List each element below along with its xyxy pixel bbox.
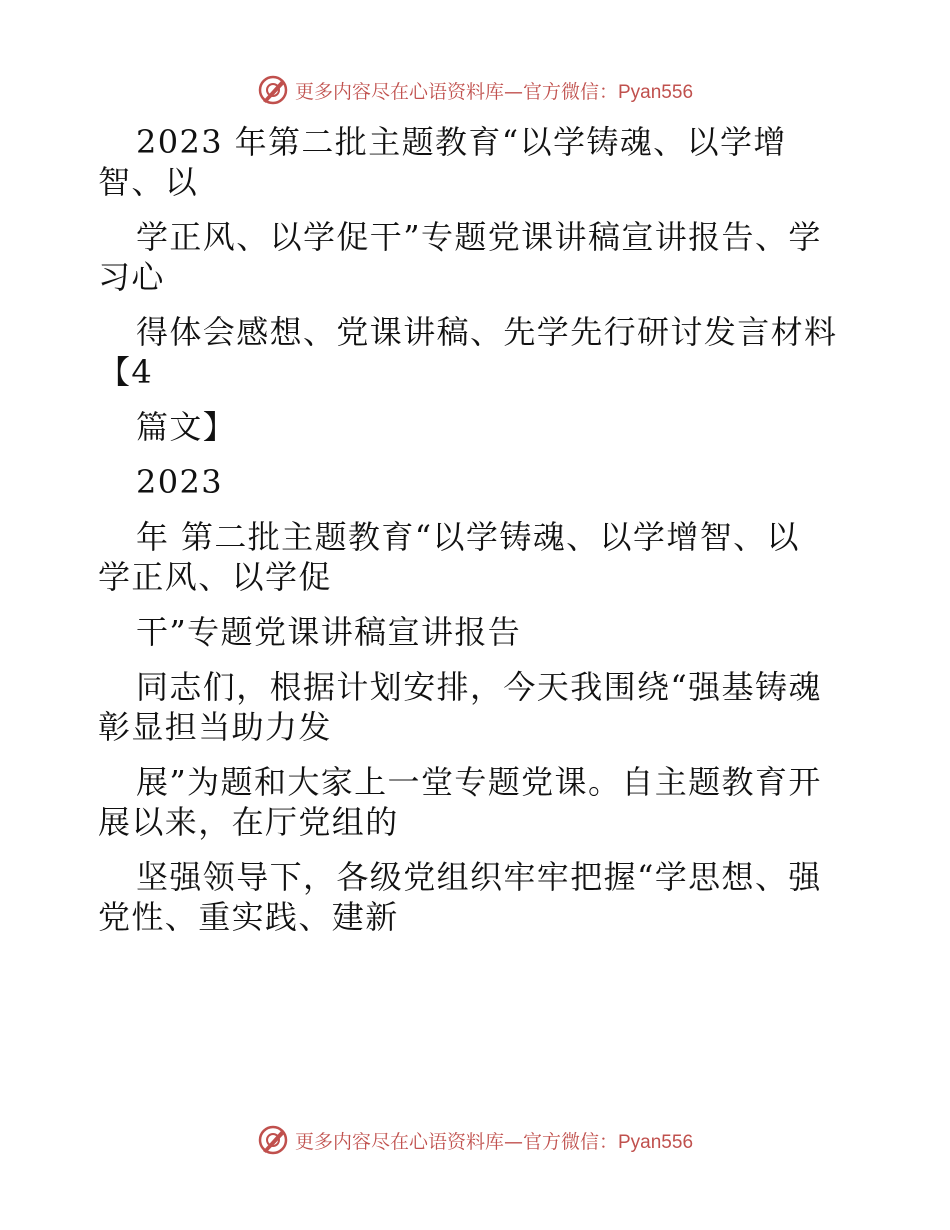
- brush-logo-icon: [257, 74, 289, 106]
- brush-logo-icon: [257, 1124, 289, 1156]
- text-line: 展”为题和大家上一堂专题党课。自主题教育开: [136, 763, 822, 801]
- text-line: 党性、重实践、建新: [98, 898, 399, 936]
- text-line: 年 第二批主题教育“以学铸魂、以学增智、以: [136, 518, 800, 556]
- document-body: [98, 122, 858, 937]
- text-line: 2023: [136, 463, 224, 501]
- text-line: 2023 年第二批主题教育“以学铸魂、以学增: [136, 123, 787, 161]
- text-line: 干”专题党课讲稿宣讲报告: [136, 613, 522, 651]
- text-line: 彰显担当助力发: [98, 708, 332, 746]
- text-line: 【4: [98, 353, 154, 391]
- footer-watermark: [0, 1120, 950, 1160]
- text-line: 篇文】: [136, 408, 237, 446]
- text-line: 智、以: [98, 163, 199, 201]
- text-line: 得体会感想、党课讲稿、先学先行研讨发言材料: [136, 313, 838, 351]
- text-line: 展以来，在厅党组的: [98, 803, 399, 841]
- text-line: 坚强领导下，各级党组织牢牢把握“学思想、强: [136, 858, 822, 896]
- header-watermark: [0, 70, 950, 110]
- text-line: 学正风、以学促: [98, 558, 332, 596]
- text-line: 学正风、以学促干”专题党课讲稿宣讲报告、学: [136, 218, 822, 256]
- text-line: 习心: [98, 258, 165, 296]
- watermark-text: 更多内容尽在心语资料库—官方微信：Pyan556: [294, 80, 694, 103]
- text-line: 同志们，根据计划安排，今天我围绕“强基铸魂: [136, 668, 822, 706]
- watermark-text: 更多内容尽在心语资料库—官方微信：Pyan556: [294, 1130, 694, 1153]
